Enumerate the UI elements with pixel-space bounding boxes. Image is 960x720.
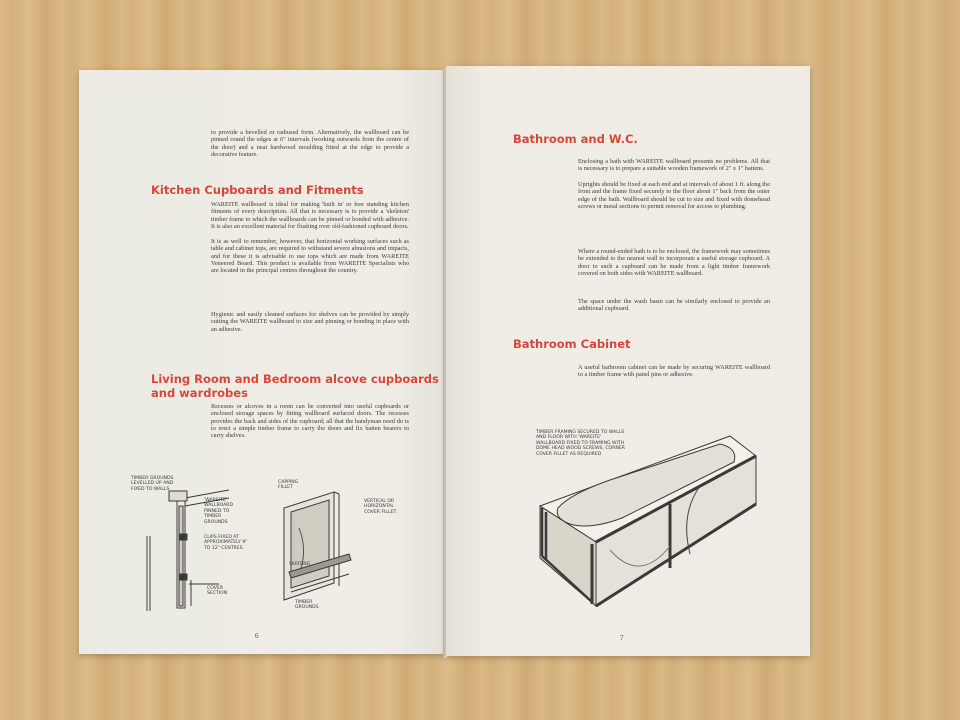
- caption-bath-framing: TIMBER FRAMING SECURED TO WALLS AND FLOOR WITH 'WAREITE' WALLBOARD FIXED TO FRAMING WITH DOME HEAD WOOD SCREWS, CORNER COVER FILLET AS REQUIRED: [536, 430, 625, 457]
- caption-timber-grounds: TIMBER GROUNDS LEVELLED UP AND FIXED TO WALLS: [131, 476, 174, 492]
- living-paragraph: Recesses or alcoves in a room can be converted into useful cupboards or enclosed storage spaces by fitting wallboard surfaced doors. The recesses provides the back and sides of the cupboard; all that the handyman need do is to erect a simple timber frame to carry the doors and fix batten bearers to carry shelves.: [211, 403, 409, 440]
- bathroom-paragraph-2: Uprights should be fixed at each end and at intervals of about 1 ft. along the front and the frame fixed securely to the floor about 1" back from the outer edge of the bath. Wallboard should be cut to size and fixed with domehead screws or metal sections to permit removal for access to plumbing.: [578, 181, 770, 210]
- bathroom-paragraph-4: The space under the wash basin can be similarly enclosed to provide an additional cupboard.: [578, 298, 770, 313]
- kitchen-paragraph-3: Hygienic and easily cleaned surfaces for shelves can be provided by simply cutting the WAREITE wallboard to size and pinning or bonding in place with an adhesive.: [211, 311, 409, 333]
- caption-cover-section: COVER SECTION: [207, 586, 228, 597]
- kitchen-paragraph-2: It is as well to remember, however, that horizontal working surfaces such as table and cabinet tops, are required to withstand severe abrasions and impacts, and for these it is advisable to use tops which are made from WAREITE Veneered Board. This product is available from WAREITE Specialists who are located in the principal centres throughout the country.: [211, 238, 409, 275]
- caption-vertical-cover: VERTICAL OR HORIZONTAL COVER FILLET: [364, 499, 397, 515]
- right-page: [446, 66, 810, 656]
- caption-timber-grounds-2: TIMBER GROUNDS: [295, 600, 319, 611]
- intro-paragraph: to provide a bevelled or radiused form. Alternatively, the wallboard can be pinned round the edges at 6" intervals (working outwards from the centre of the door) and a neat hardwood moulding fitted at the edge to provide a decorative feature.: [211, 129, 409, 158]
- cabinet-heading: Bathroom Cabinet: [513, 337, 631, 351]
- cabinet-paragraph: A useful bathroom cabinet can be made by securing WAREITE wallboard to a timber frame with panel pins or adhesive.: [578, 364, 770, 379]
- bathroom-heading: Bathroom and W.C.: [513, 132, 638, 146]
- kitchen-heading: Kitchen Cupboards and Fitments: [151, 183, 364, 197]
- bathroom-paragraph-3: Where a round-ended bath is to be enclosed, the framework may sometimes be extended to the nearest wall to incorporate a useful storage cupboard. A door to such a cupboard can be made from a light timber framework covered on both sides with WAREITE wallboard.: [578, 248, 770, 277]
- left-page: [79, 70, 445, 654]
- caption-skirting: SKIRTING: [289, 562, 311, 567]
- bathroom-paragraph-1: Enclosing a bath with WAREITE wallboard presents no problems. All that is necessary is to prepare a suitable wooden framework of 2" x 1" battens.: [578, 158, 770, 173]
- caption-wallboard-pinned: 'WAREITE' WALLBOARD PINNED TO TIMBER GROUNDS: [204, 498, 234, 525]
- kitchen-paragraph-1: WAREITE wallboard is ideal for making 'built in' or free standing kitchen fitments of every description. All that is necessary is to provide a 'skeleton' timber frame to which the wallboards can be pinned or bonded with adhesive. It is also an excellent material for flushing over old-fashioned cupboard doors.: [211, 201, 409, 230]
- page-number-left: 6: [255, 632, 259, 640]
- caption-clips-fixed: CLIPS FIXED AT APPROXIMATELY 9" TO 12" CENTRES: [204, 535, 248, 551]
- bath-enclosure-illustration: [530, 434, 760, 614]
- caption-capping-fillet: CAPPING FILLET: [278, 480, 299, 491]
- living-heading: Living Room and Bedroom alcove cupboards and wardrobes: [151, 372, 439, 400]
- page-number-right: 7: [620, 634, 624, 642]
